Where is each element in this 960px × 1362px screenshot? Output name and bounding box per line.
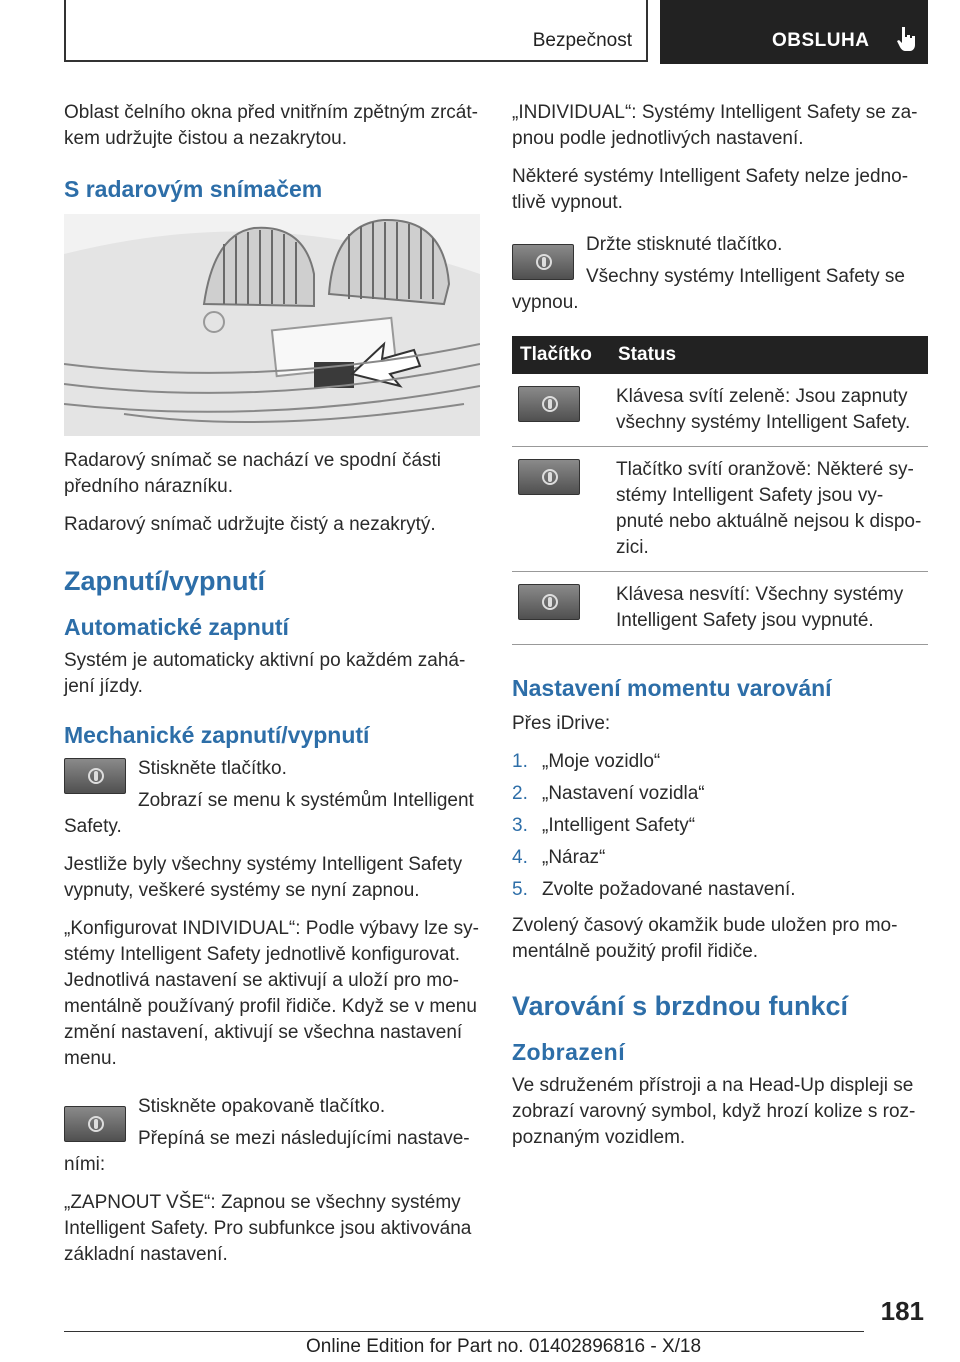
auto-text: Systém je automaticky aktivní po každém zahá-jení jízdy. <box>64 650 466 697</box>
table-row <box>512 447 928 572</box>
page-header <box>64 0 928 64</box>
list-item: 3. „Intelligent Safety“ <box>512 815 696 836</box>
intelligent-safety-icon <box>87 766 105 786</box>
all-off-text: Všechny systémy Intelligent Safety se vypnou. <box>512 266 905 313</box>
section-tab <box>64 0 648 62</box>
zapnout-text: „ZAPNOUT VŠE“: Zapnou se všechny systémy Intelligent Safety. Pro subfunkce jsou aktivována základní nastavení. <box>64 1192 472 1265</box>
list-item: 1. „Moje vozidlo“ <box>512 751 661 772</box>
table-row <box>512 374 928 447</box>
table-header-row <box>512 336 928 374</box>
display-heading: Zobrazení <box>512 1039 626 1065</box>
safety-button-image <box>518 584 580 620</box>
mech-heading: Mechanické zapnutí/vypnutí <box>64 722 370 748</box>
section-title: Bezpečnost <box>532 30 632 51</box>
brake-heading: Varování s brzdnou funkcí <box>512 991 849 1021</box>
safety-button-image <box>518 459 580 495</box>
press-text: Stiskněte tlačítko. <box>138 758 287 779</box>
radar-sensor-photo <box>64 214 480 436</box>
idrive-text: Přes iDrive: <box>512 713 611 734</box>
status-cell: Tlačítko svítí oranžově: Některé sy-stémy Intelligent Safety jsou vy-pnuté nebo aktuálně nejsou k dispo-zici. <box>610 447 928 572</box>
chapter-title: OBSLUHA <box>772 30 870 51</box>
right-column <box>512 100 928 1163</box>
display-text: Ve sdruženém přístroji a na Head-Up displeji se zobrazí varovný symbol, když hrozí kolize s roz-poznaným vozidlem. <box>512 1075 916 1148</box>
intelligent-safety-icon <box>541 592 559 612</box>
radar-clean-text: Radarový snímač udržujte čistý a nezakrytý. <box>64 514 436 535</box>
all-on-text: Jestliže byly všechny systémy Intelligent Safety vypnuty, veškeré systémy se nyní zapnou. <box>64 854 463 901</box>
repeat-text: Stiskněte opakovaně tlačítko. <box>138 1096 386 1117</box>
hold-text: Držte stisknuté tlačítko. <box>586 234 783 255</box>
onoff-heading: Zapnutí/vypnutí <box>64 566 265 596</box>
auto-heading: Automatické zapnutí <box>64 614 289 640</box>
status-cell: Klávesa nesvítí: Všechny systémy Intelligent Safety jsou vypnuté. <box>610 572 928 645</box>
table-row <box>512 572 928 645</box>
steps-list <box>512 749 928 903</box>
page-number: 181 <box>880 1296 924 1326</box>
switch-text: Přepíná se mezi následujícími nastave-ními: <box>64 1128 470 1175</box>
list-item: 2. „Nastavení vozidla“ <box>512 783 705 804</box>
intelligent-safety-icon <box>535 252 553 272</box>
column-header-button: Tlačítko <box>512 336 610 374</box>
some-systems-text: Některé systémy Intelligent Safety nelze jedno-tlivě vypnout. <box>512 166 909 213</box>
moment-heading: Nastavení momentu varování <box>512 675 832 701</box>
left-column <box>64 100 480 1280</box>
status-cell: Klávesa svítí zeleně: Jsou zapnuty všechny systémy Intelligent Safety. <box>610 374 928 447</box>
config-text: „Konfigurovat INDIVIDUAL“: Podle výbavy lze sy-stémy Intelligent Safety jednotlivě konfigurovat. Jednotlivá nastavení se aktivují a uloží pro mo-mentálně používaný profil řidiče. Když se v menu změní nastavení, aktivují se všechna nastavení menu. <box>64 918 479 1069</box>
menu-text: Zobrazí se menu k systémům Intelligent Safety. <box>64 790 474 837</box>
intelligent-safety-icon <box>541 467 559 487</box>
chapter-tab <box>660 0 928 64</box>
safety-button-image <box>64 1106 126 1142</box>
status-table <box>512 336 928 645</box>
safety-button-image <box>512 244 574 280</box>
radar-location-text: Radarový snímač se nachází ve spodní části předního nárazníku. <box>64 450 442 497</box>
intelligent-safety-icon <box>541 394 559 414</box>
individual-text: „INDIVIDUAL“: Systémy Intelligent Safety se za-pnou podle jednotlivých nastavení. <box>512 102 918 149</box>
footer-divider <box>64 1331 864 1332</box>
intro-paragraph: Oblast čelního okna před vnitřním zpětným zrcát-kem udržujte čistou a nezakrytou. <box>64 102 478 149</box>
column-header-status: Status <box>610 336 928 374</box>
list-item: 4. „Náraz“ <box>512 847 606 868</box>
footer-edition: Online Edition for Part no. 01402896816 - X/18 <box>306 1336 702 1357</box>
list-item: 5. Zvolte požadované nastavení. <box>512 879 796 900</box>
radar-heading: S radarovým snímačem <box>64 176 323 202</box>
hand-pointer-icon <box>896 26 918 52</box>
intelligent-safety-icon <box>87 1114 105 1134</box>
saved-text: Zvolený časový okamžik bude uložen pro mo-mentálně použitý profil řidiče. <box>512 915 898 962</box>
safety-button-image <box>64 758 126 794</box>
safety-button-image <box>518 386 580 422</box>
